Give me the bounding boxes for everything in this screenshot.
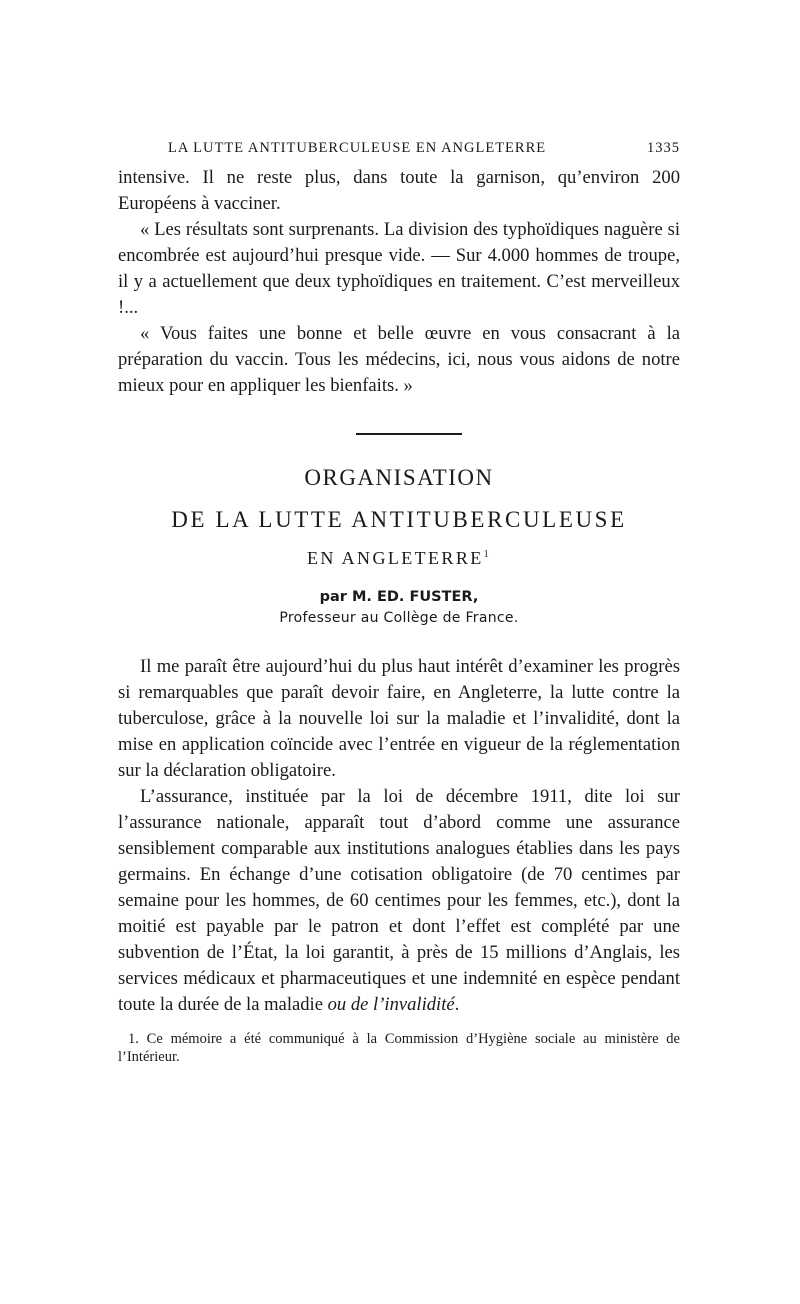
article-body	[118, 654, 680, 1018]
article-paragraph-2	[118, 784, 680, 1018]
running-head	[168, 140, 680, 157]
running-head-title: LA LUTTE ANTITUBERCULEUSE EN ANGLETERRE	[168, 140, 547, 156]
intro-paragraph-1: intensive. Il ne reste plus, dans toute la garnison, qu’environ 200 Européens à vacciner.	[118, 167, 680, 214]
affiliation: Professeur au Collège de France.	[279, 610, 519, 626]
article-paragraph-1: Il me paraît être aujourd’hui du plus haut intérêt d’examiner les progrès si remarquables que paraît devoir faire, en Angleterre, la lutte contre la tuberculose, grâce à la nouvelle loi sur la maladie et l’invalidité, dont la mise en application coïncide avec l’entrée en vigueur de la réglementation sur la déclaration obligatoire.	[118, 656, 680, 781]
byline: par M. ED. FUSTER,	[319, 589, 479, 605]
article-title	[118, 465, 680, 569]
intro-paragraph-3: « Vous faites une bonne et belle œuvre en vous consacrant à la préparation du vaccin. Tous les médecins, ici, nous vous aidons de notre mieux pour en appliquer les bienfaits. »	[118, 323, 680, 396]
article-paragraph-2-text: L’assurance, instituée par la loi de décembre 1911, dite loi sur l’assurance nationale, apparaît tout d’abord comme une assurance sensiblement comparable aux institutions analogues établies dans les pays germains. En échange d’une cotisation obligatoire (de 70 centimes par semaine pour les hommes, de 60 centimes pour les femmes, etc.), dont la moitié est payable par le patron et dont l’effet est complété par une subvention de l’État, la loi garantit, à près de 15 millions d’Anglais, les services médicaux et pharmaceutiques et une indemnité en espèce pendant toute la durée de la maladie	[118, 786, 680, 1015]
footnote-text: 1. Ce mémoire a été communiqué à la Commission d’Hygiène sociale au ministère de l’Intérieur.	[118, 1031, 680, 1065]
article-paragraph-2-end: .	[454, 994, 460, 1015]
page-number: 1335	[647, 140, 680, 156]
title-line-1: ORGANISATION	[304, 465, 494, 490]
section-divider	[356, 433, 462, 435]
page	[118, 140, 680, 1066]
intro-paragraph-2: « Les résultats sont surprenants. La division des typhoïdiques naguère si encombrée est aujourd’hui presque vide. — Sur 4.000 hommes de troupe, il y a actuellement que deux typhoïdiques en traitement. C’est merveilleux !...	[118, 219, 680, 318]
article-paragraph-2-italic: ou de l’invalidité	[327, 994, 455, 1015]
title-line-2: DE LA LUTTE ANTITUBERCULEUSE	[171, 507, 627, 532]
intro-text	[118, 165, 680, 399]
footnote	[118, 1030, 680, 1066]
title-line-3-text: EN ANGLETERRE	[306, 548, 484, 568]
title-line-3	[118, 548, 680, 569]
author-block	[118, 589, 680, 626]
footnote-marker: 1	[483, 549, 492, 560]
